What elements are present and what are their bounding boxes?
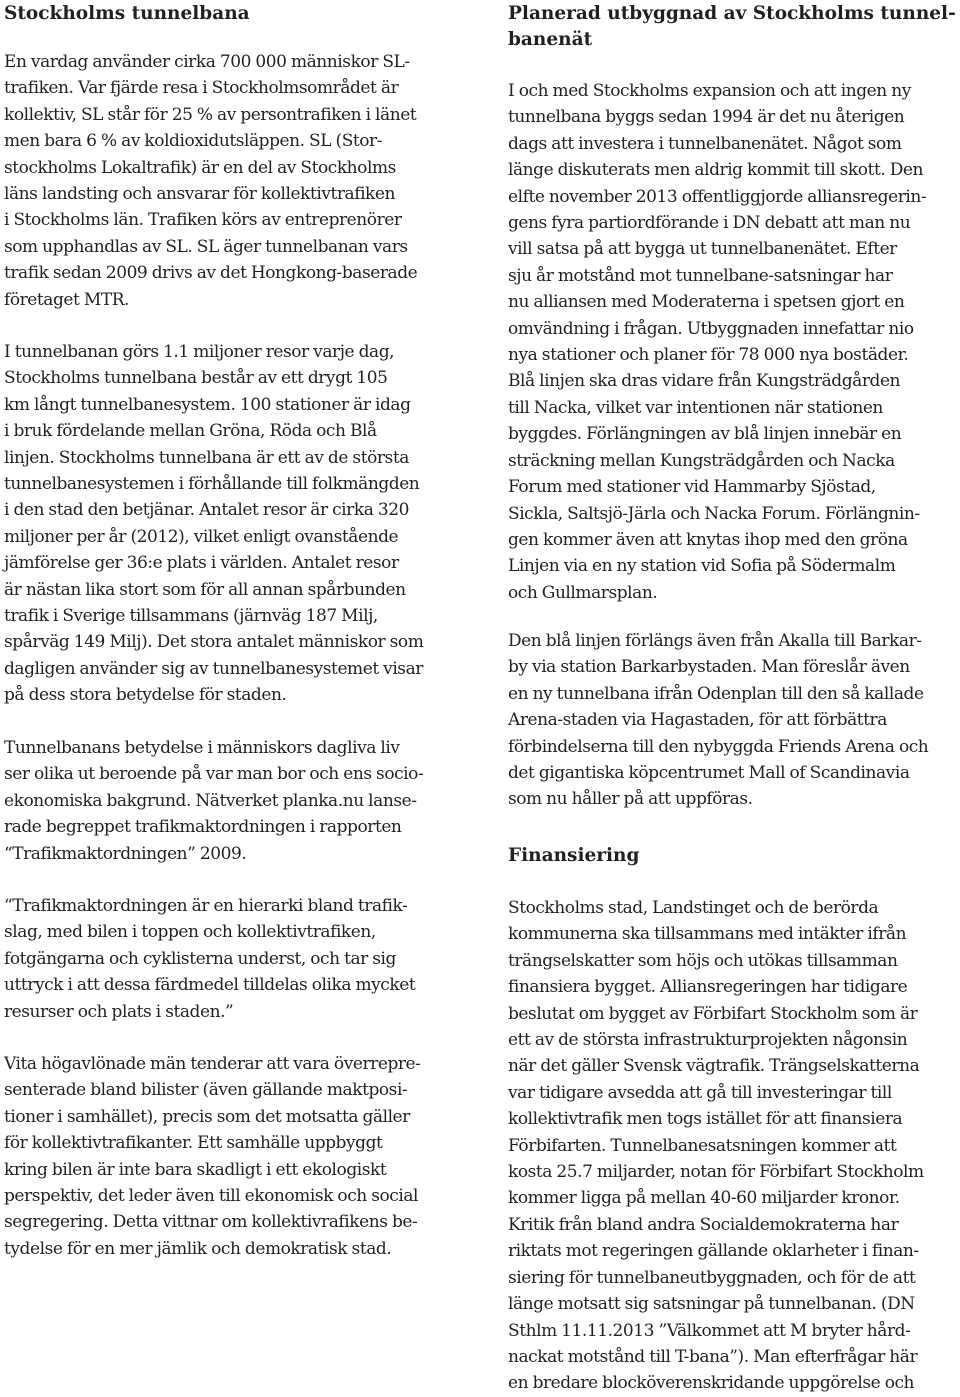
text-line: vill satsa på att bygga ut tunnelbanenätet. Efter <box>508 239 897 260</box>
text-line: beslutat om bygget av Förbifart Stockholm som är <box>508 1003 918 1024</box>
text-line: omvändning i frågan. Utbyggnaden innefattar nio <box>508 318 914 339</box>
text-line: I och med Stockholms expansion och att ingen ny <box>508 81 911 101</box>
section-title-expansion <box>508 1 960 52</box>
text-line: by via station Barkarbystaden. Man föreslår även <box>508 657 910 678</box>
text-line: dags att investera i tunnelbanenätet. Något som <box>508 133 902 154</box>
text-line: tunnelbana byggs sedan 1994 är det nu återigen <box>508 107 905 128</box>
text-line: spårväg 149 Milj). Det stora antalet människor som <box>4 632 424 653</box>
text-line: på dess stora betydelse för staden. <box>4 685 287 706</box>
article-title: Stockholms tunnelbana <box>4 3 250 24</box>
text-line: som upphandlas av SL. SL äger tunnelbanan vars <box>4 236 408 257</box>
text-line: fotgängarna och cyklisterna underst, och tar sig <box>4 948 396 969</box>
text-line: Sthlm 11.11.2013 ”Välkommet att M bryter hård- <box>508 1320 911 1341</box>
text-line: tunnelbanesystemen i förhållande till folkmängden <box>4 474 420 495</box>
text-line: riktats mot regeringen gällande oklarheter i finan- <box>508 1241 919 1262</box>
text-line: i bruk fördelande mellan Gröna, Röda och Blå <box>4 421 377 442</box>
text-line: nya stationer och planer för 78 000 nya bostäder. <box>508 345 909 366</box>
heading-line: banenät <box>508 28 593 50</box>
text-line: förbindelserna till den nybyggda Friends Arena och <box>508 736 929 757</box>
text-line: slag, med bilen i toppen och kollektivtrafiken, <box>4 922 376 943</box>
text-line: ekonomiska bakgrund. Nätverket planka.nu lanse- <box>4 790 417 811</box>
text-line: läns landsting och ansvarar för kollektivtrafiken <box>4 184 396 205</box>
text-line: kollektivtrafik men togs istället för att finansiera <box>508 1109 903 1130</box>
text-line: miljoner per år (2012), vilket enligt ovanstående <box>4 526 399 547</box>
text-line: sträckning mellan Kungsträdgården och Nacka <box>508 450 895 471</box>
text-line: Den blå linjen förlängs även från Akalla till Barkar- <box>508 631 922 651</box>
paragraph-financing <box>508 895 924 1397</box>
text-line: tydelse för en mer jämlik och demokratisk stad. <box>4 1238 392 1259</box>
text-line: kosta 25.7 miljarder, notan för Förbifart Stockholm <box>508 1162 924 1183</box>
text-line: Arena-staden via Hagastaden, för att förbättra <box>508 710 887 731</box>
text-line: det gigantiska köpcentrumet Mall of Scandinavia <box>508 763 910 784</box>
quote-paragraph <box>4 893 415 1025</box>
paragraph-expansion <box>508 78 926 606</box>
text-line: trafik i Sverige tillsammans (järnväg 187 Milj, <box>4 606 378 627</box>
text-line: en ny tunnelbana ifrån Odenplan till den så kallade <box>508 683 924 704</box>
text-line: tioner i samhället), precis som det motsatta gäller <box>4 1106 410 1127</box>
heading-line: Planerad utbyggnad av Stockholms tunnel- <box>508 3 956 24</box>
text-line: perspektiv, det leder även till ekonomisk och social <box>4 1186 419 1207</box>
text-line: är nästan lika stort som för all annan spårbunden <box>4 579 406 600</box>
section-title-financing: Finansiering <box>508 845 640 866</box>
text-line: och Gullmarsplan. <box>508 582 658 603</box>
text-line: i Stockholms län. Trafiken körs av entreprenörer <box>4 210 402 231</box>
text-line: trafiken. Var fjärde resa i Stockholmsområdet är <box>4 78 399 99</box>
text-line: jämförelse ger 36:e plats i världen. Antalet resor <box>4 553 399 574</box>
text-line: länge motsatt sig satsningar på tunnelbanan. (DN <box>508 1294 915 1315</box>
text-line: kommunerna ska tillsammans med intäkter ifrån <box>508 924 907 945</box>
text-line: km långt tunnelbanesystem. 100 stationer är idag <box>4 394 411 415</box>
text-line: sju år motstånd mot tunnelbane-satsningar har <box>508 265 893 286</box>
text-line: ett av de största infrastrukturprojekten någonsin <box>508 1030 908 1051</box>
text-line: gen kommer även att knytas ihop med den gröna <box>508 529 908 550</box>
text-line: Sickla, Saltsjö-Järla och Nacka Forum. Förlängnin- <box>508 503 920 524</box>
paragraph-intro <box>4 49 417 313</box>
text-line: som nu håller på att uppföras. <box>508 789 753 810</box>
text-line: stockholms Lokaltrafik) är en del av Stockholms <box>4 157 396 178</box>
text-line: trafik sedan 2009 drivs av det Hongkong-baserade <box>4 263 418 284</box>
text-line: segregering. Detta vittnar om kollektivrafikens be- <box>4 1212 418 1233</box>
text-line: var tidigare avsedda att gå till investeringar till <box>508 1082 892 1103</box>
text-line: länge diskuterats men aldrig kommit till skott. Den <box>508 160 924 181</box>
text-line: en bredare blocköverenskridande uppgörelse och <box>508 1373 915 1394</box>
text-line: men bara 6 % av koldioxidutsläppen. SL (Stor- <box>4 131 383 152</box>
text-line: Tunnelbanans betydelse i människors dagliva liv <box>4 738 400 758</box>
text-line: En vardag använder cirka 700 000 människor SL- <box>4 52 410 72</box>
text-line: i den stad den betjänar. Antalet resor är cirka 320 <box>4 500 409 521</box>
text-line: Förbifarten. Tunnelbanesatsningen kommer att <box>508 1135 897 1156</box>
paragraph-equality <box>4 1051 420 1262</box>
text-line: Linjen via en ny station vid Sofia på Södermalm <box>508 556 896 577</box>
text-line: gens fyra partiordförande i DN debatt att man nu <box>508 213 911 234</box>
text-line: till Nacka, vilket var intentionen när stationen <box>508 397 883 418</box>
text-line: dagligen använder sig av tunnelbanesystemet visar <box>4 658 423 679</box>
text-line: uttryck i att dessa färdmedel tilldelas olika mycket <box>4 975 416 996</box>
text-line: Forum med stationer vid Hammarby Sjöstad, <box>508 477 876 498</box>
text-line: trängselskatter som höjs och utökas tillsamman <box>508 950 898 971</box>
text-line: I tunnelbanan görs 1.1 miljoner resor varje dag, <box>4 342 395 362</box>
text-line: senterade bland bilister (även gällande maktposi- <box>4 1080 408 1101</box>
text-line: ser olika ut beroende på var man bor och ens socio- <box>4 764 424 785</box>
text-line: “Trafikmaktordningen är en hierarki bland trafik- <box>4 896 408 916</box>
text-line: Vita högavlönade män tenderar att vara överrepre- <box>4 1054 421 1074</box>
text-line: linjen. Stockholms tunnelbana är ett av de största <box>4 447 409 468</box>
text-line: Kritik från bland andra Socialdemokraterna har <box>508 1214 899 1235</box>
text-line: rade begreppet trafikmaktordningen i rapporten <box>4 817 402 838</box>
text-line: elfte november 2013 offentliggjorde alliansregerin- <box>508 186 927 207</box>
text-line: kollektiv, SL står för 25 % av persontrafiken i länet <box>4 104 417 125</box>
text-line: nu alliansen med Moderaterna i spetsen gjort en <box>508 292 905 313</box>
paragraph-blue-line <box>508 628 928 813</box>
text-line: kring bilen är inte bara skadligt i ett ekologiskt <box>4 1159 387 1180</box>
text-line: för kollektivtrafikanter. Ett samhälle uppbyggt <box>4 1133 383 1154</box>
text-line: resurser och plats i staden.” <box>4 1001 234 1022</box>
text-line: nackat motstånd till T-bana”). Man efterfrågar här <box>508 1346 918 1367</box>
text-line: när det gäller Svensk vägtrafik. Trängselskatterna <box>508 1056 920 1077</box>
text-line: kommer ligga på mellan 40-60 miljarder kronor. <box>508 1188 900 1209</box>
text-line: siering för tunnelbaneutbyggnaden, och för de att <box>508 1267 916 1288</box>
text-line: byggdes. Förlängningen av blå linjen innebär en <box>508 424 902 445</box>
text-line: företaget MTR. <box>4 289 130 310</box>
paragraph-significance <box>4 735 423 867</box>
text-line: finansiera bygget. Alliansregeringen har tidigare <box>508 977 908 998</box>
text-line: Stockholms stad, Landstinget och de berörda <box>508 898 879 918</box>
text-line: Blå linjen ska dras vidare från Kungsträdgården <box>508 371 901 392</box>
paragraph-ridership <box>4 339 423 709</box>
text-line: Stockholms tunnelbana består av ett drygt 105 <box>4 368 388 389</box>
text-line: “Trafikmaktordningen” 2009. <box>4 843 247 864</box>
